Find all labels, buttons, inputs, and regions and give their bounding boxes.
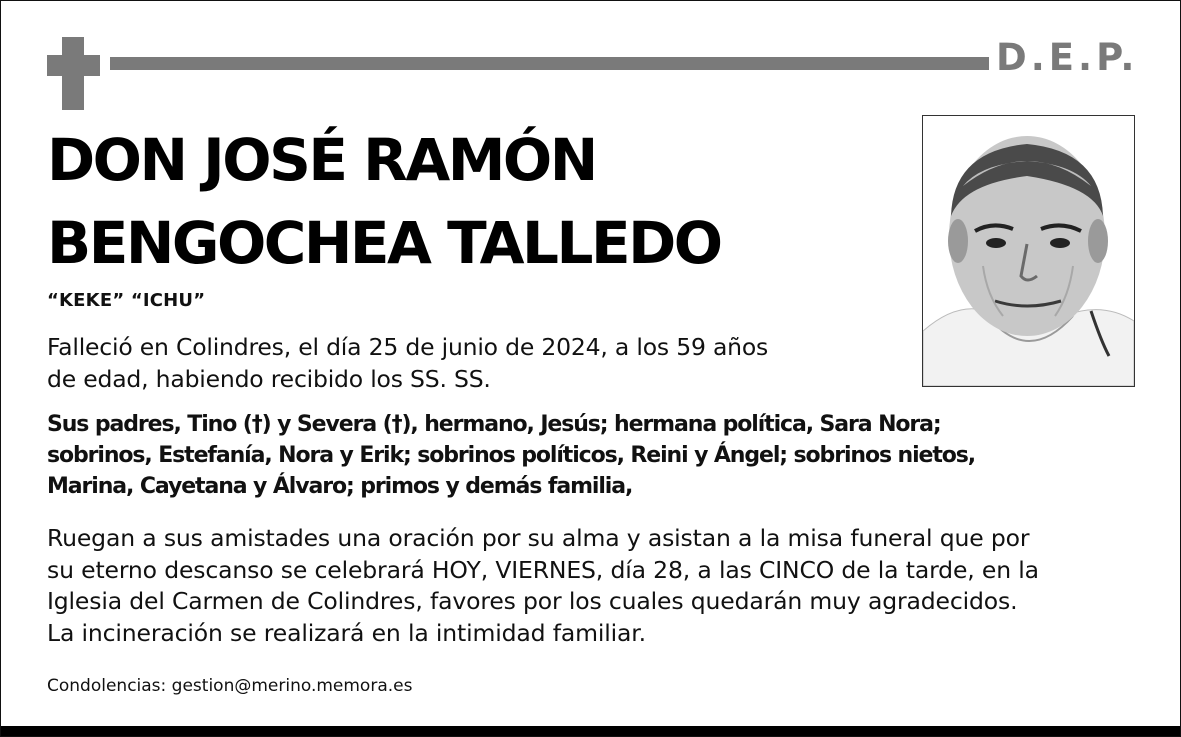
- family-list-line1: Sus padres, Tino (†) y Severa (†), hermano, Jesús; hermana política, Sara Nora;: [47, 412, 941, 437]
- cross-icon-arm: [47, 55, 100, 76]
- funeral-details: [47, 523, 1157, 649]
- bottom-border: [1, 726, 1180, 736]
- death-announcement-line2: de edad, habiendo recibido los SS. SS.: [47, 365, 491, 393]
- condolences-contact: Condolencias: gestion@merino.memora.es: [47, 676, 413, 696]
- nickname: “KEKE” “ICHU”: [47, 290, 206, 311]
- family-list: [47, 409, 1147, 502]
- deceased-name-line2: BENGOCHEA TALLEDO: [47, 209, 721, 277]
- death-announcement-line1: Falleció en Colindres, el día 25 de junio de 2024, a los 59 años: [47, 333, 769, 361]
- funeral-details-line3: Iglesia del Carmen de Colindres, favores por los cuales quedarán muy agradecidos.: [47, 587, 1018, 615]
- deceased-photo: [922, 115, 1135, 387]
- funeral-details-line4: La incineración se realizará en la intimidad familiar.: [47, 618, 646, 647]
- dep-label: D.E.P.: [996, 36, 1139, 79]
- family-list-line2: sobrinos, Estefanía, Nora y Erik; sobrinos políticos, Reini y Ángel; sobrinos nietos,: [47, 443, 976, 468]
- portrait-image: [923, 116, 1134, 386]
- header-rule: [110, 57, 989, 70]
- funeral-details-line1: Ruegan a sus amistades una oración por su alma y asistan a la misa funeral que por: [47, 524, 1030, 552]
- family-list-line3: Marina, Cayetana y Álvaro; primos y demás familia,: [47, 474, 633, 499]
- death-announcement: [47, 331, 907, 395]
- deceased-name-line1: DON JOSÉ RAMÓN: [47, 126, 596, 194]
- funeral-details-line2: su eterno descanso se celebrará HOY, VIERNES, día 28, a las CINCO de la tarde, en la: [47, 555, 1039, 584]
- deceased-name: [47, 119, 721, 285]
